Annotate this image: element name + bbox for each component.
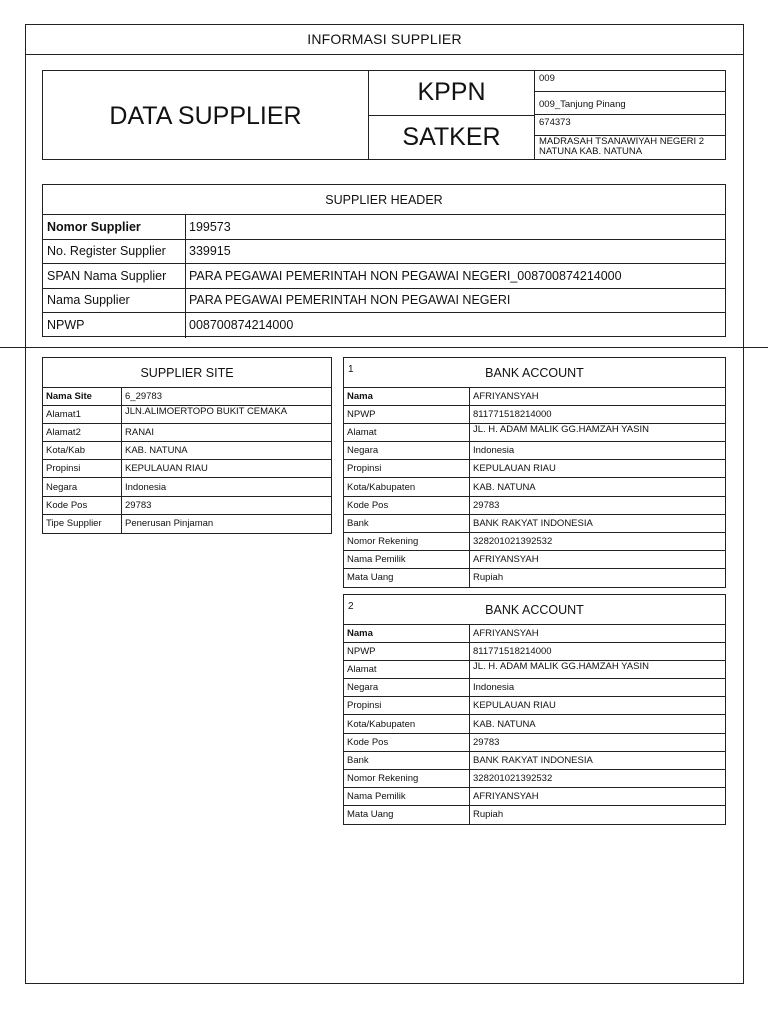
row-value: JL. H. ADAM MALIK GG.HAMZAH YASIN xyxy=(473,661,649,673)
row-label: Alamat xyxy=(344,661,470,678)
row-label: Nama Site xyxy=(43,388,122,405)
row-value: 328201021392532 xyxy=(473,772,553,784)
row-label: Alamat1 xyxy=(43,406,122,423)
table-row xyxy=(43,406,331,424)
row-label: NPWP xyxy=(43,313,186,338)
row-label: NPWP xyxy=(344,643,470,660)
supplier-header-caption: SUPPLIER HEADER xyxy=(43,185,725,215)
table-row xyxy=(344,661,725,679)
row-value: 811771518214000 xyxy=(473,409,552,421)
table-row xyxy=(43,313,725,338)
table-row xyxy=(344,752,725,770)
table-row xyxy=(43,424,331,442)
table-row xyxy=(344,551,725,569)
table-row xyxy=(43,478,331,496)
data-supplier-title: DATA SUPPLIER xyxy=(43,71,369,159)
row-value: 811771518214000 xyxy=(473,646,552,658)
table-row xyxy=(344,625,725,643)
row-value: PARA PEGAWAI PEMERINTAH NON PEGAWAI NEGERI_008700874214000 xyxy=(189,268,622,283)
table-row xyxy=(43,215,725,240)
row-label: SPAN Nama Supplier xyxy=(43,264,186,288)
table-row xyxy=(344,388,725,406)
page-title: INFORMASI SUPPLIER xyxy=(25,24,744,55)
row-value: Rupiah xyxy=(473,809,504,821)
row-value: 29783 xyxy=(473,499,500,511)
header-block xyxy=(42,70,726,160)
row-value: AFRIYANSYAH xyxy=(473,790,539,802)
row-label: Nomor Rekening xyxy=(344,770,470,787)
row-value: AFRIYANSYAH xyxy=(473,553,539,565)
table-row xyxy=(344,734,725,752)
row-label: Propinsi xyxy=(344,697,470,714)
bank-account-number: 1 xyxy=(348,364,354,375)
supplier-site-table xyxy=(42,357,332,534)
row-label: Kode Pos xyxy=(344,497,470,514)
kppn-name: 009_Tanjung Pinang xyxy=(535,92,725,115)
bank-account-table-1 xyxy=(343,357,726,588)
table-row xyxy=(43,497,331,515)
row-value: Indonesia xyxy=(125,481,167,493)
row-label: Tipe Supplier xyxy=(43,515,122,533)
row-label: Alamat xyxy=(344,424,470,441)
row-label: Nama xyxy=(344,388,470,405)
bank-account-table-2 xyxy=(343,594,726,825)
table-row xyxy=(344,497,725,515)
row-label: Negara xyxy=(344,679,470,696)
row-label: Kota/Kabupaten xyxy=(344,478,470,495)
table-row xyxy=(344,697,725,715)
row-value: JL. H. ADAM MALIK GG.HAMZAH YASIN xyxy=(473,424,649,436)
row-label: Bank xyxy=(344,515,470,532)
row-value: PARA PEGAWAI PEMERINTAH NON PEGAWAI NEGERI xyxy=(189,293,511,308)
table-row xyxy=(43,240,725,265)
table-row xyxy=(344,406,725,424)
row-label: Propinsi xyxy=(43,460,122,477)
supplier-site-caption xyxy=(43,358,331,388)
row-label: Negara xyxy=(43,478,122,495)
bank-account-number: 2 xyxy=(348,601,354,612)
row-label: Nama xyxy=(344,625,470,642)
table-row xyxy=(344,715,725,733)
header-labels xyxy=(369,71,535,159)
row-value: KEPULAUAN RIAU xyxy=(125,463,208,475)
bank-account-title: BANK ACCOUNT xyxy=(485,602,584,617)
row-label: Kota/Kab xyxy=(43,442,122,459)
row-value: 328201021392532 xyxy=(473,535,553,547)
row-label: Nama Pemilik xyxy=(344,551,470,568)
row-value: KEPULAUAN RIAU xyxy=(473,463,556,475)
table-row xyxy=(344,788,725,806)
row-label: Mata Uang xyxy=(344,569,470,587)
satker-code: 674373 xyxy=(535,115,725,136)
table-row xyxy=(344,424,725,442)
table-row xyxy=(43,289,725,314)
table-row xyxy=(43,264,725,289)
row-label: Alamat2 xyxy=(43,424,122,441)
table-row xyxy=(344,478,725,496)
table-row xyxy=(344,679,725,697)
row-label: Nama Supplier xyxy=(43,289,186,313)
row-label: Negara xyxy=(344,442,470,459)
row-label: Nomor Supplier xyxy=(43,215,186,239)
row-value: Rupiah xyxy=(473,572,504,584)
table-row xyxy=(344,460,725,478)
table-row xyxy=(344,770,725,788)
table-row xyxy=(344,442,725,460)
satker-name: MADRASAH TSANAWIYAH NEGERI 2 NATUNA KAB. NATUNA xyxy=(539,136,705,157)
table-row xyxy=(43,460,331,478)
table-row xyxy=(43,442,331,460)
row-value: AFRIYANSYAH xyxy=(473,628,539,640)
supplier-header-table xyxy=(42,184,726,337)
row-value: Penerusan Pinjaman xyxy=(125,518,214,530)
satker-label: SATKER xyxy=(402,122,501,151)
header-values xyxy=(535,71,725,159)
row-value: BANK RAKYAT INDONESIA xyxy=(473,517,593,529)
table-row xyxy=(344,806,725,824)
bank-account-title: BANK ACCOUNT xyxy=(485,365,584,380)
kppn-code: 009 xyxy=(535,71,725,92)
row-value: Indonesia xyxy=(473,682,515,694)
table-row xyxy=(344,643,725,661)
row-label: No. Register Supplier xyxy=(43,240,186,264)
supplier-site-title: SUPPLIER SITE xyxy=(140,365,234,380)
row-value: KAB. NATUNA xyxy=(473,718,536,730)
row-value: RANAI xyxy=(125,427,155,439)
row-value: Indonesia xyxy=(473,445,515,457)
bank-account-caption xyxy=(344,595,725,625)
table-row xyxy=(43,388,331,406)
row-value: AFRIYANSYAH xyxy=(473,391,539,403)
row-value: 29783 xyxy=(125,499,152,511)
row-label: Bank xyxy=(344,752,470,769)
row-value: BANK RAKYAT INDONESIA xyxy=(473,754,593,766)
row-label: NPWP xyxy=(344,406,470,423)
table-row xyxy=(43,515,331,533)
row-value: KAB. NATUNA xyxy=(125,445,188,457)
row-value: 339915 xyxy=(189,244,231,259)
row-value: 199573 xyxy=(189,219,231,234)
row-label: Mata Uang xyxy=(344,806,470,824)
table-row xyxy=(344,515,725,533)
row-value: JLN.ALIMOERTOPO BUKIT CEMAKA xyxy=(125,406,288,418)
row-value: KAB. NATUNA xyxy=(473,481,536,493)
row-label: Kode Pos xyxy=(344,734,470,751)
row-value: 008700874214000 xyxy=(189,318,294,333)
table-row xyxy=(344,533,725,551)
row-value: 6_29783 xyxy=(125,391,162,403)
row-label: Kode Pos xyxy=(43,497,122,514)
row-label: Propinsi xyxy=(344,460,470,477)
row-value: 29783 xyxy=(473,736,500,748)
bank-account-caption xyxy=(344,358,725,388)
row-label: Nomor Rekening xyxy=(344,533,470,550)
section-divider xyxy=(0,347,768,348)
row-label: Kota/Kabupaten xyxy=(344,715,470,732)
table-row xyxy=(344,569,725,587)
kppn-label: KPPN xyxy=(369,71,534,116)
row-value: KEPULAUAN RIAU xyxy=(473,700,556,712)
row-label: Nama Pemilik xyxy=(344,788,470,805)
